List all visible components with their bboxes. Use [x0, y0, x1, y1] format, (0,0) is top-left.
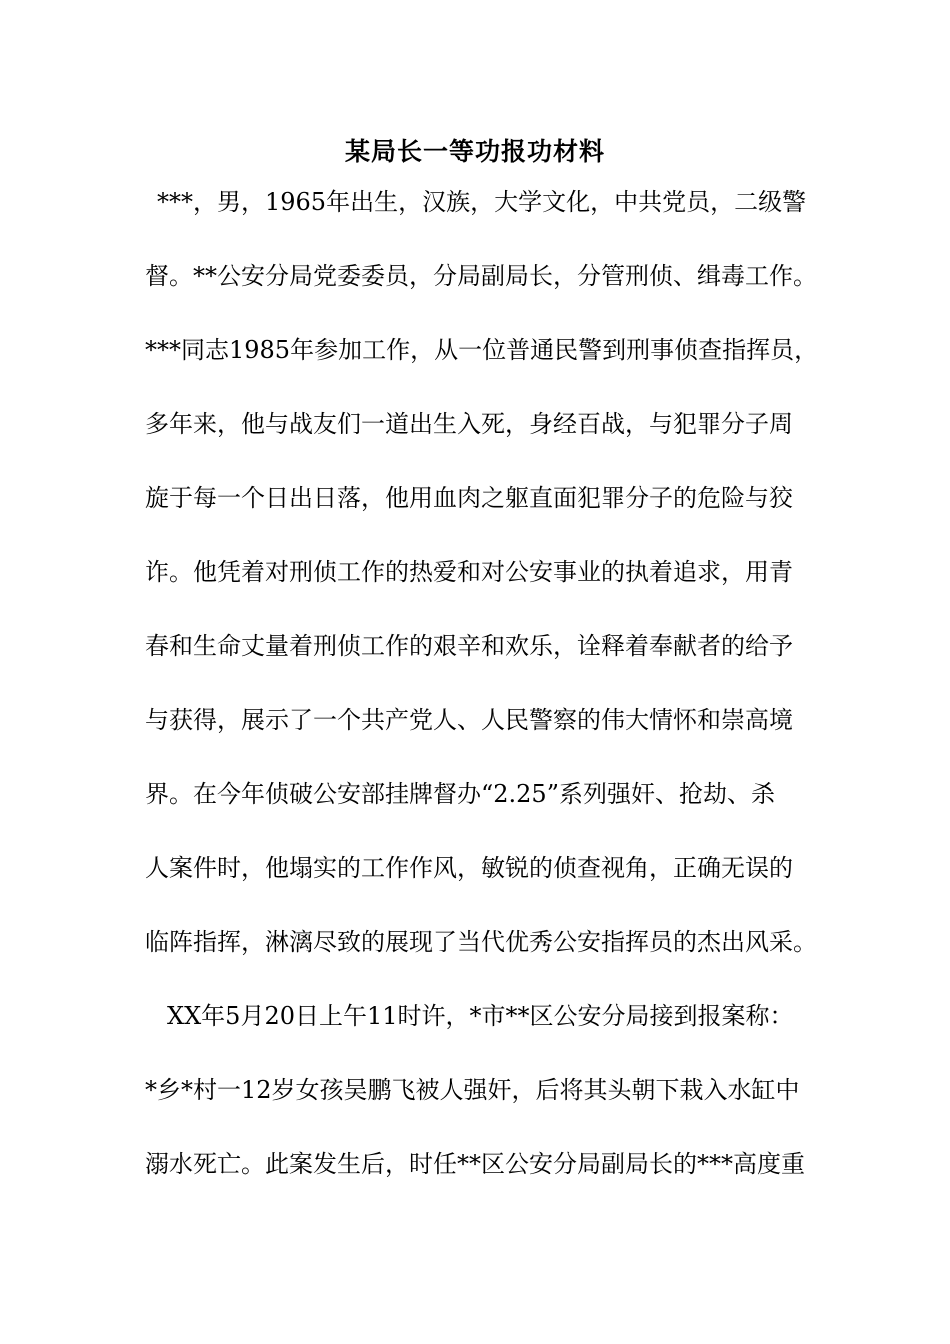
- paragraph-line: ***同志1985年参加工作，从一位普通民警到刑事侦查指挥员，: [145, 336, 819, 364]
- paragraph-line: 旋于每一个日出日落，他用血肉之躯直面犯罪分子的危险与狡: [145, 484, 793, 512]
- paragraph-line: 诈。他凭着对刑侦工作的热爱和对公安事业的执着追求，用青: [145, 558, 793, 586]
- paragraph-line: ***，男，1965年出生，汉族，大学文化，中共党员，二级警: [157, 188, 807, 216]
- paragraph-line: 临阵指挥，淋漓尽致的展现了当代优秀公安指挥员的杰出风采。: [145, 928, 817, 956]
- paragraph-line: 与获得，展示了一个共产党人、人民警察的伟大情怀和崇高境: [145, 706, 793, 734]
- document-title: 某局长一等功报功材料: [344, 137, 605, 166]
- paragraph-line: XX年5月20日上午11时许，*市**区公安分局接到报案称：: [167, 1002, 794, 1030]
- paragraph-line: 春和生命丈量着刑侦工作的艰辛和欢乐，诠释着奉献者的给予: [145, 632, 793, 660]
- paragraph-line: 溺水死亡。此案发生后，时任**区公安分局副局长的***高度重: [145, 1150, 805, 1178]
- paragraph-line: 界。在今年侦破公安部挂牌督办“2.25”系列强奸、抢劫、杀: [145, 780, 775, 808]
- paragraph-line: 人案件时，他塌实的工作作风，敏锐的侦查视角，正确无误的: [145, 854, 793, 882]
- paragraph-line: 督。**公安分局党委委员，分局副局长，分管刑侦、缉毒工作。: [145, 262, 817, 290]
- document-body: [145, 180, 819, 1216]
- paragraph-line: 多年来，他与战友们一道出生入死，身经百战，与犯罪分子周: [145, 410, 793, 438]
- paragraph-line: *乡*村一12岁女孩吴鹏飞被人强奸，后将其头朝下栽入水缸中: [145, 1076, 800, 1104]
